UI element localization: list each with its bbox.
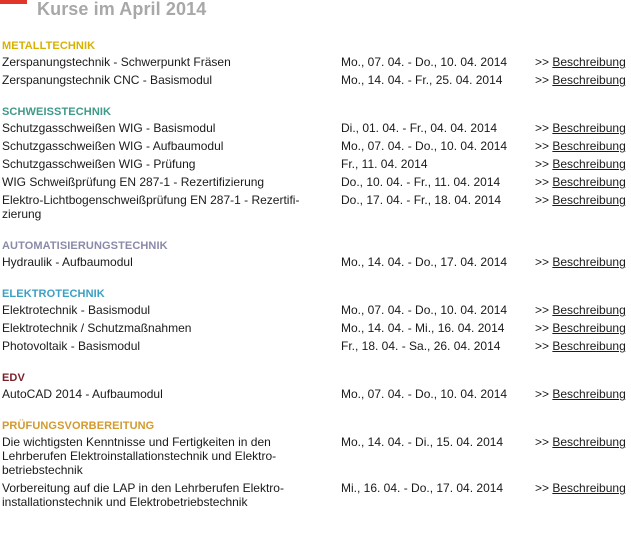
course-list	[2, 38, 631, 526]
double-chevron-icon: >>	[535, 157, 550, 171]
description-cell	[535, 481, 626, 495]
course-row	[2, 175, 631, 189]
description-cell	[535, 139, 626, 153]
description-cell	[535, 121, 626, 135]
course-row	[2, 481, 631, 509]
course-name: Hydraulik - Aufbaumodul	[2, 255, 133, 269]
double-chevron-icon: >>	[535, 73, 550, 87]
description-link[interactable]: Beschreibung	[552, 121, 626, 135]
course-row	[2, 387, 631, 401]
course-section	[2, 238, 631, 269]
description-link[interactable]: Beschreibung	[552, 175, 626, 189]
course-name: Schutzgasschweißen WIG - Basismodul	[2, 121, 216, 135]
description-cell	[535, 175, 626, 189]
description-link[interactable]: Beschreibung	[552, 387, 626, 401]
course-section	[2, 418, 631, 509]
course-row	[2, 321, 631, 335]
course-name: Elektrotechnik - Basismodul	[2, 303, 151, 317]
course-date: Mi., 16. 04. - Do., 17. 04. 2014	[341, 481, 504, 495]
description-link[interactable]: Beschreibung	[552, 481, 626, 495]
description-link[interactable]: Beschreibung	[552, 139, 626, 153]
double-chevron-icon: >>	[535, 303, 550, 317]
description-cell	[535, 435, 626, 449]
course-row	[2, 339, 631, 353]
description-link[interactable]: Beschreibung	[552, 435, 626, 449]
description-link[interactable]: Beschreibung	[552, 73, 626, 87]
course-name: Elektrotechnik / Schutzmaßnahmen	[2, 321, 192, 335]
double-chevron-icon: >>	[535, 435, 550, 449]
page-header	[0, 0, 631, 24]
course-row	[2, 193, 631, 221]
description-cell	[535, 55, 626, 69]
description-cell	[535, 303, 626, 317]
course-row	[2, 73, 631, 87]
course-name: Elektro-Lichtbogenschweißprüfung EN 287-1 - Rezertifi- zierung	[2, 193, 300, 221]
description-link[interactable]: Beschreibung	[552, 157, 626, 171]
course-date: Mo., 07. 04. - Do., 10. 04. 2014	[341, 55, 508, 69]
double-chevron-icon: >>	[535, 255, 550, 269]
section-title: AUTOMATISIERUNGSTECHNIK	[2, 240, 168, 252]
course-name: Zerspanungstechnik CNC - Basismodul	[2, 73, 213, 87]
course-date: Do., 10. 04. - Fr., 11. 04. 2014	[341, 175, 501, 189]
description-cell	[535, 157, 626, 171]
course-section	[2, 104, 631, 221]
course-date: Fr., 18. 04. - Sa., 26. 04. 2014	[341, 339, 501, 353]
double-chevron-icon: >>	[535, 321, 550, 335]
double-chevron-icon: >>	[535, 481, 550, 495]
double-chevron-icon: >>	[535, 339, 550, 353]
course-row	[2, 55, 631, 69]
course-row	[2, 121, 631, 135]
course-section	[2, 286, 631, 353]
description-link[interactable]: Beschreibung	[552, 55, 626, 69]
description-cell	[535, 321, 626, 335]
course-date: Mo., 07. 04. - Do., 10. 04. 2014	[341, 303, 508, 317]
description-link[interactable]: Beschreibung	[552, 255, 626, 269]
course-name: Vorbereitung auf die LAP in den Lehrberufen Elektro- installationstechnik und Elektrobetriebstechnik	[2, 481, 284, 509]
description-link[interactable]: Beschreibung	[552, 193, 626, 207]
course-date: Mo., 14. 04. - Do., 17. 04. 2014	[341, 255, 508, 269]
description-cell	[535, 339, 626, 353]
section-title: ELEKTROTECHNIK	[2, 288, 105, 300]
double-chevron-icon: >>	[535, 139, 550, 153]
course-section	[2, 38, 631, 87]
course-name: Die wichtigsten Kenntnisse und Fertigkeiten in den Lehrberufen Elektroinstallationstechnik und Elektro- betriebstechnik	[2, 435, 277, 477]
description-link[interactable]: Beschreibung	[552, 303, 626, 317]
section-title: EDV	[2, 372, 25, 384]
course-name: Photovoltaik - Basismodul	[2, 339, 141, 353]
double-chevron-icon: >>	[535, 55, 550, 69]
description-cell	[535, 73, 626, 87]
course-row	[2, 435, 631, 477]
course-row	[2, 157, 631, 171]
course-section	[2, 370, 631, 401]
course-date: Mo., 14. 04. - Mi., 16. 04. 2014	[341, 321, 505, 335]
course-date: Mo., 14. 04. - Fr., 25. 04. 2014	[341, 73, 503, 87]
course-date: Fr., 11. 04. 2014	[341, 157, 428, 171]
double-chevron-icon: >>	[535, 193, 550, 207]
description-link[interactable]: Beschreibung	[552, 339, 626, 353]
double-chevron-icon: >>	[535, 121, 550, 135]
course-name: Schutzgasschweißen WIG - Prüfung	[2, 157, 196, 171]
course-row	[2, 303, 631, 317]
course-date: Mo., 07. 04. - Do., 10. 04. 2014	[341, 387, 508, 401]
course-row	[2, 139, 631, 153]
double-chevron-icon: >>	[535, 175, 550, 189]
course-date: Mo., 14. 04. - Di., 15. 04. 2014	[341, 435, 504, 449]
double-chevron-icon: >>	[535, 387, 550, 401]
course-name: Schutzgasschweißen WIG - Aufbaumodul	[2, 139, 224, 153]
description-cell	[535, 255, 626, 269]
section-title: METALLTECHNIK	[2, 40, 96, 52]
page-title: Kurse im April 2014	[37, 0, 207, 19]
description-cell	[535, 387, 626, 401]
course-row	[2, 255, 631, 269]
section-title: SCHWEISSTECHNIK	[2, 106, 112, 118]
accent-bar	[0, 0, 27, 4]
course-date: Do., 17. 04. - Fr., 18. 04. 2014	[341, 193, 502, 207]
section-title: PRÜFUNGSVORBEREITUNG	[2, 420, 155, 432]
course-date: Di., 01. 04. - Fr., 04. 04. 2014	[341, 121, 498, 135]
description-cell	[535, 193, 626, 207]
description-link[interactable]: Beschreibung	[552, 321, 626, 335]
course-name: Zerspanungstechnik - Schwerpunkt Fräsen	[2, 55, 231, 69]
course-name: WIG Schweißprüfung EN 287-1 - Rezertifizierung	[2, 175, 265, 189]
course-date: Mo., 07. 04. - Do., 10. 04. 2014	[341, 139, 508, 153]
course-name: AutoCAD 2014 - Aufbaumodul	[2, 387, 163, 401]
